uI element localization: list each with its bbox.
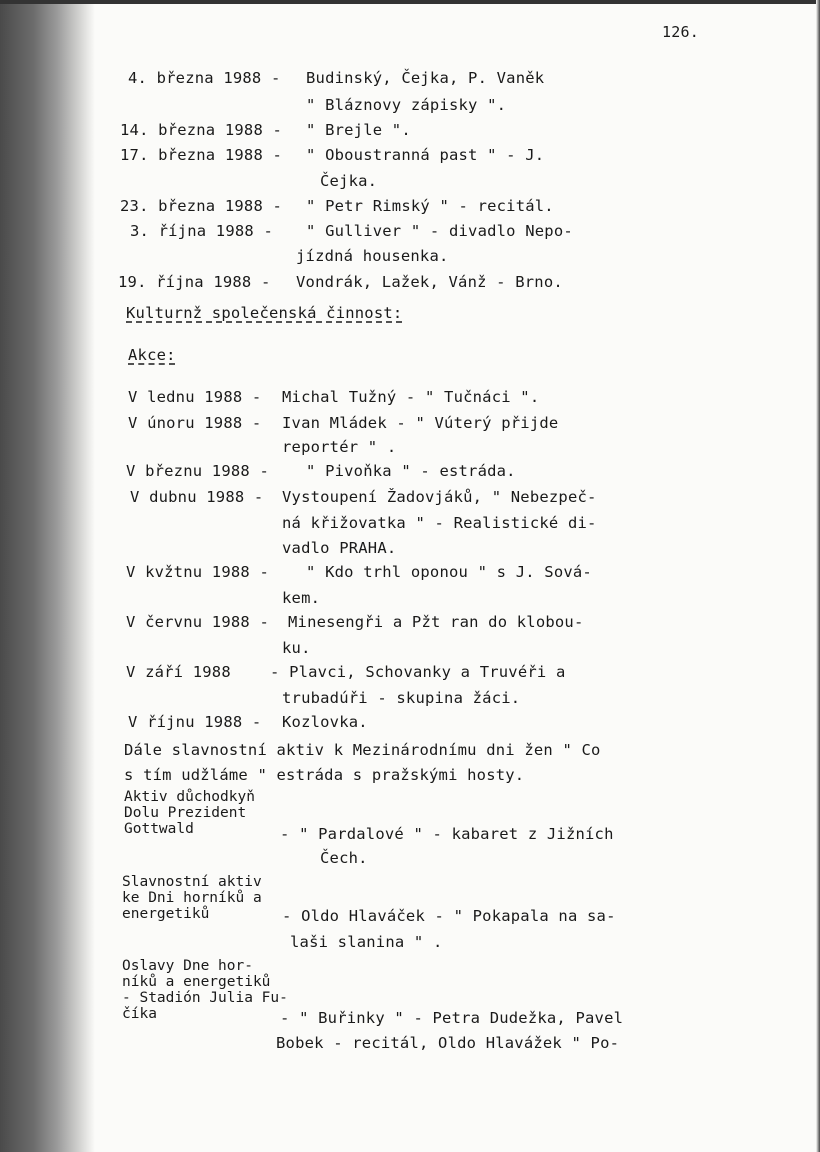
schedule-date: 19. října 1988 - bbox=[118, 273, 271, 291]
page-right-edge bbox=[816, 0, 820, 1152]
schedule-date: 23. března 1988 - bbox=[120, 197, 283, 215]
schedule-date: 3. října 1988 - bbox=[130, 222, 273, 240]
block-label: Slavnostní aktiv bbox=[122, 874, 262, 890]
schedule-text: Vondrák, Lažek, Vánž - Brno. bbox=[296, 273, 563, 291]
event-text: trubadúři - skupina žáci. bbox=[282, 689, 521, 707]
event-month: V září 1988 bbox=[126, 663, 231, 681]
event-text: Minesengři a Pžt ran do klobou- bbox=[288, 613, 584, 631]
event-month: V dubnu 1988 - bbox=[130, 488, 264, 506]
event-text: Kozlovka. bbox=[282, 713, 368, 731]
block-label: Gottwald bbox=[124, 821, 194, 837]
block-text: laši slanina " . bbox=[290, 933, 443, 951]
page-number: 126. bbox=[662, 23, 699, 41]
event-text: kem. bbox=[282, 589, 321, 607]
event-text: Ivan Mládek - " Vúterý přijde bbox=[282, 414, 559, 432]
paragraph-line: Dále slavnostní aktiv k Mezinárodnímu dni žen " Co bbox=[124, 741, 601, 759]
event-text: vadlo PRAHA. bbox=[282, 539, 397, 557]
event-month: V červnu 1988 - bbox=[126, 613, 269, 631]
block-label: Aktiv důchodkyň bbox=[124, 789, 255, 805]
section-title: Kulturnž společenská činnost: bbox=[126, 304, 403, 322]
block-text: Čech. bbox=[320, 849, 368, 867]
event-month: V říjnu 1988 - bbox=[128, 713, 262, 731]
event-text: " Pivoňka " - estráda. bbox=[306, 462, 516, 480]
event-text: Vystoupení Žadovjáků, " Nebezpeč- bbox=[282, 488, 597, 506]
schedule-text: " Gulliver " - divadlo Nepo- bbox=[306, 222, 573, 240]
page-top-edge bbox=[0, 0, 820, 4]
block-label: energetiků bbox=[122, 906, 210, 922]
event-month: V březnu 1988 - bbox=[126, 462, 269, 480]
book-binding-shadow bbox=[0, 0, 95, 1152]
block-label: Dolu Prezident bbox=[124, 805, 247, 821]
schedule-date: 17. března 1988 - bbox=[120, 146, 283, 164]
block-label: níků a energetiků bbox=[122, 974, 271, 990]
schedule-text: " Bláznovy zápisky ". bbox=[306, 96, 507, 114]
schedule-text: " Oboustranná past " - J. bbox=[306, 146, 545, 164]
paragraph-line: s tím udžláme " estráda s pražskými hosty. bbox=[124, 766, 525, 784]
event-text: - Plavci, Schovanky a Truvéři a bbox=[270, 663, 566, 681]
event-text: reportér " . bbox=[282, 438, 397, 456]
event-text: ná křižovatka " - Realistické di- bbox=[282, 514, 597, 532]
event-month: V lednu 1988 - bbox=[128, 388, 262, 406]
event-month: V únoru 1988 - bbox=[128, 414, 262, 432]
schedule-text: " Petr Rimský " - recitál. bbox=[306, 197, 554, 215]
block-text: - Oldo Hlaváček - " Pokapala na sa- bbox=[282, 907, 616, 925]
event-text: " Kdo trhl oponou " s J. Sová- bbox=[306, 563, 592, 581]
block-label: - Stadión Julia Fu- bbox=[122, 990, 288, 1006]
block-label: Oslavy Dne hor- bbox=[122, 958, 253, 974]
schedule-date: 4. března 1988 - bbox=[128, 69, 281, 87]
subsection-title: Akce: bbox=[128, 346, 176, 364]
block-text: Bobek - recitál, Oldo Hlavážek " Po- bbox=[276, 1034, 620, 1052]
event-text: Michal Tužný - " Tučnáci ". bbox=[282, 388, 540, 406]
event-month: V kvžtnu 1988 - bbox=[126, 563, 269, 581]
schedule-text: jízdná housenka. bbox=[296, 247, 449, 265]
schedule-text: " Brejle ". bbox=[306, 121, 411, 139]
block-label: číka bbox=[122, 1006, 157, 1022]
block-label: ke Dni horníků a bbox=[122, 890, 262, 906]
event-text: ku. bbox=[282, 639, 311, 657]
schedule-date: 14. března 1988 - bbox=[120, 121, 283, 139]
block-text: - " Buřinky " - Petra Dudežka, Pavel bbox=[280, 1009, 624, 1027]
schedule-text: Budinský, Čejka, P. Vaněk bbox=[306, 69, 545, 87]
schedule-text: Čejka. bbox=[320, 172, 378, 190]
block-text: - " Pardalové " - kabaret z Jižních bbox=[280, 825, 614, 843]
